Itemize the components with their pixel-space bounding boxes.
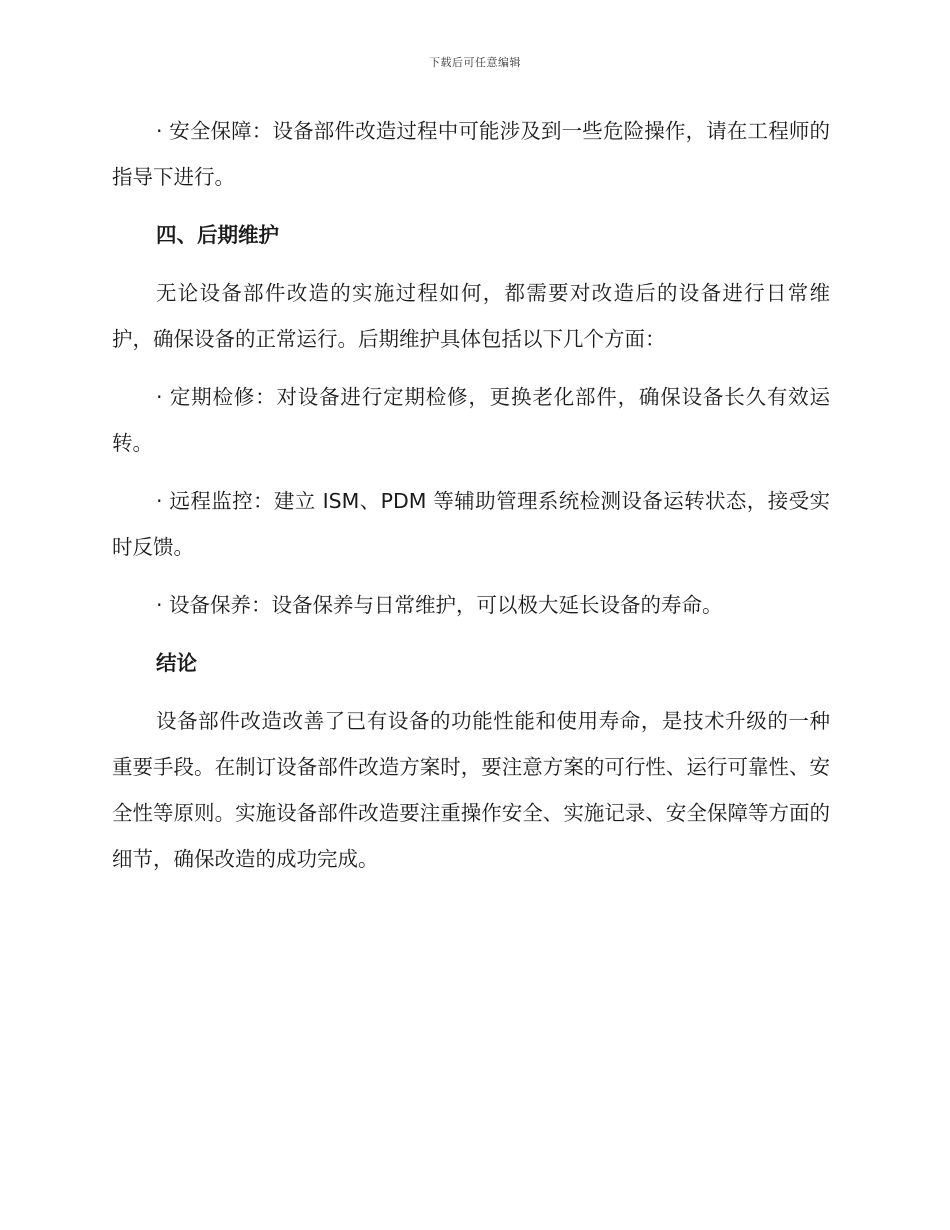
- item-maintenance: · 设备保养：设备保养与日常维护，可以极大延长设备的寿命。: [156, 593, 723, 617]
- section4-intro: 无论设备部件改造的实施过程如何，都需要对改造后的设备进行日常维护，确保设备的正常运行。后期维护具体包括以下几个方面：: [112, 281, 830, 351]
- conclusion-heading: 结论: [156, 651, 197, 675]
- conclusion-body: 设备部件改造改善了已有设备的功能性能和使用寿命，是技术升级的一种重要手段。在制订设备部件改造方案时，要注意方案的可行性、运行可靠性、安全性等原则。实施设备部件改造要注重操作安全、实施记录、安全保障等方面的细节，确保改造的成功完成。: [112, 709, 830, 871]
- safety-item: · 安全保障：设备部件改造过程中可能涉及到一些危险操作，请在工程师的指导下进行。: [112, 119, 830, 189]
- section4-heading: 四、后期维护: [156, 223, 279, 247]
- header-note: 下载后可任意编辑: [429, 56, 521, 69]
- item-regular-repair: · 定期检修：对设备进行定期检修，更换老化部件，确保设备长久有效运转。: [112, 385, 830, 455]
- document-body: [112, 108, 830, 894]
- item-remote-monitor: · 远程监控：建立 ISM、PDM 等辅助管理系统检测设备运转状态，接受实时反馈。: [112, 489, 830, 559]
